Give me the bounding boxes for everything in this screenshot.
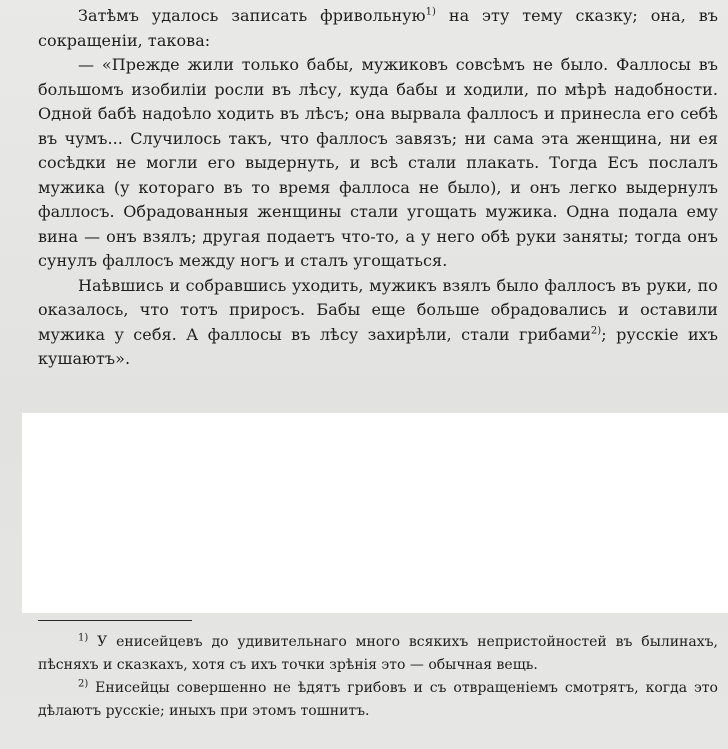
footnote-2: $^{2)}$ Енисейцы совершенно не ѣдятъ грибовъ и съ отвращеніемъ смотрятъ, когда это дѣлаютъ русскіе; иныхъ при этомъ тошнитъ. [38,678,718,719]
footnotes [38,631,718,723]
footnote-marker-1: 1) [78,632,89,644]
footnote-ref-2: 2) [590,325,602,337]
main-text [38,4,718,372]
footnote-marker-2: 2) [78,678,89,690]
paragraph-tale: — «Прежде жили только бабы, мужиковъ совсѣмъ не было. Фаллосы въ большомъ изобиліи росли въ лѣсу, куда бабы и ходили, по мѣрѣ надобности. Одной бабѣ надоѣло ходить въ лѣсъ; она вырвала фаллосъ и принесла его себѣ въ чумъ... Случилось такъ, что фаллосъ завязъ; ни сама эта женщина, ни ея сосѣдки не могли его выдернуть, и всѣ стали плакать. Тогда Есъ послалъ мужика (у котораго въ то время фаллоса не было), и онъ легко выдернулъ фаллосъ. Обрадованныя женщины стали угощать мужика. Одна подала ему вина — онъ взялъ; другая подаетъ что-то, а у него обѣ руки заняты; тогда онъ сунулъ фаллосъ между ногъ и сталъ угощаться. [38,55,718,270]
blank-region [22,413,728,613]
footnote-1: $^{1)}$ У енисейцевъ до удивительнаго много всякихъ непристойностей въ былинахъ, пѣсняхъ и сказкахъ, хотя съ ихъ точки зрѣнія это — обычная вещь. [38,632,718,673]
paragraph-intro: Затѣмъ удалось записать фривольную$^{1)}$ на эту тему сказку; она, въ сокращеніи, такова: [38,6,718,50]
footnote-divider [38,620,192,621]
footnote-ref-1: 1) [425,6,437,18]
paragraph-tale-ending: Наѣвшись и собравшись уходить, мужикъ взялъ было фаллосъ въ руки, по оказалось, что тотъ приросъ. Бабы еще больше обрадовались и оставили мужика у себя. А фаллосы въ лѣсу захирѣли, стали грибами$^{2)}$; русскіе ихъ кушаютъ». [38,275,718,368]
